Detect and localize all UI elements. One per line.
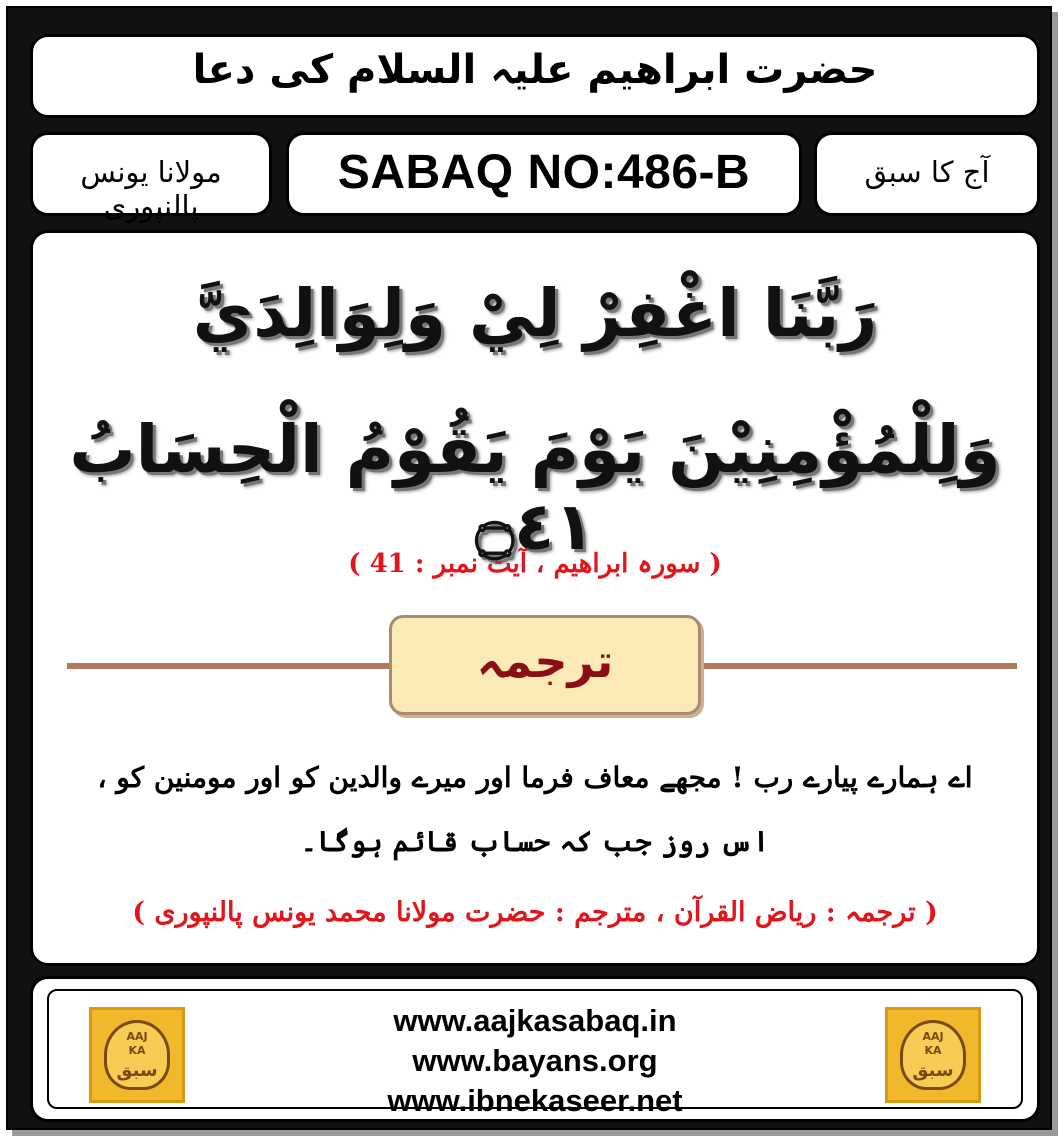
verse-line-1: رَبَّنَا اغْفِرْ لِيْ وَلِوَالِدَيَّ (192, 275, 878, 352)
logo-text-2: KA (128, 1044, 146, 1057)
logo-text-3: سبق (116, 1060, 158, 1081)
logo-text-2: KA (924, 1044, 942, 1057)
translation-badge (389, 615, 701, 715)
translation-line-1: اے ہمارے پیارے رب ! مجھے معاف فرما اور میرے والدین کو اور مومنین کو ، (97, 761, 973, 794)
translation-credit: ( ترجمہ : ریاض القرآن ، مترجم : حضرت مولانا محمد یونس پالنپوری ) (132, 897, 938, 928)
sabaq-number: SABAQ NO:486-B (337, 146, 751, 199)
verse-panel (30, 230, 1040, 966)
logo-text-1: AAJ (922, 1030, 944, 1043)
translation-line-2: اس روز جب کہ حساب قائم ہوگا۔ (300, 825, 770, 858)
author-name: مولانا یونس پالنپوری (80, 155, 222, 223)
footer-inner (47, 989, 1023, 1118)
logo-text-3: سبق (912, 1060, 954, 1081)
poster-frame (6, 6, 1052, 1130)
verse-reference: ( سورہ ابراھیم ، آیت نمبر : 41 ) (348, 549, 722, 579)
footer-links (49, 1001, 1021, 1121)
author-box (30, 132, 272, 223)
logo-text-1: AAJ (126, 1030, 148, 1043)
link-bayans[interactable]: www.bayans.org (412, 1043, 658, 1078)
page-title: حضرت ابراھیم علیہ السلام کی دعا (192, 47, 878, 93)
translation-badge-label: ترجمہ (476, 634, 614, 688)
link-aajkasabaq[interactable]: www.aajkasabaq.in (393, 1003, 677, 1038)
logo-right (885, 1007, 981, 1103)
verse-line-2: وَلِلْمُؤْمِنِيْنَ يَوْمَ يَقُوْمُ الْحِسَابُ ۝٤١ (69, 411, 1001, 565)
link-ibnekaseer[interactable]: www.ibnekaseer.net (387, 1083, 683, 1118)
today-box (814, 132, 1040, 216)
footer-panel (30, 976, 1040, 1122)
sabaq-box (286, 132, 802, 216)
title-panel (30, 34, 1040, 118)
today-label: آج کا سبق (864, 155, 990, 189)
